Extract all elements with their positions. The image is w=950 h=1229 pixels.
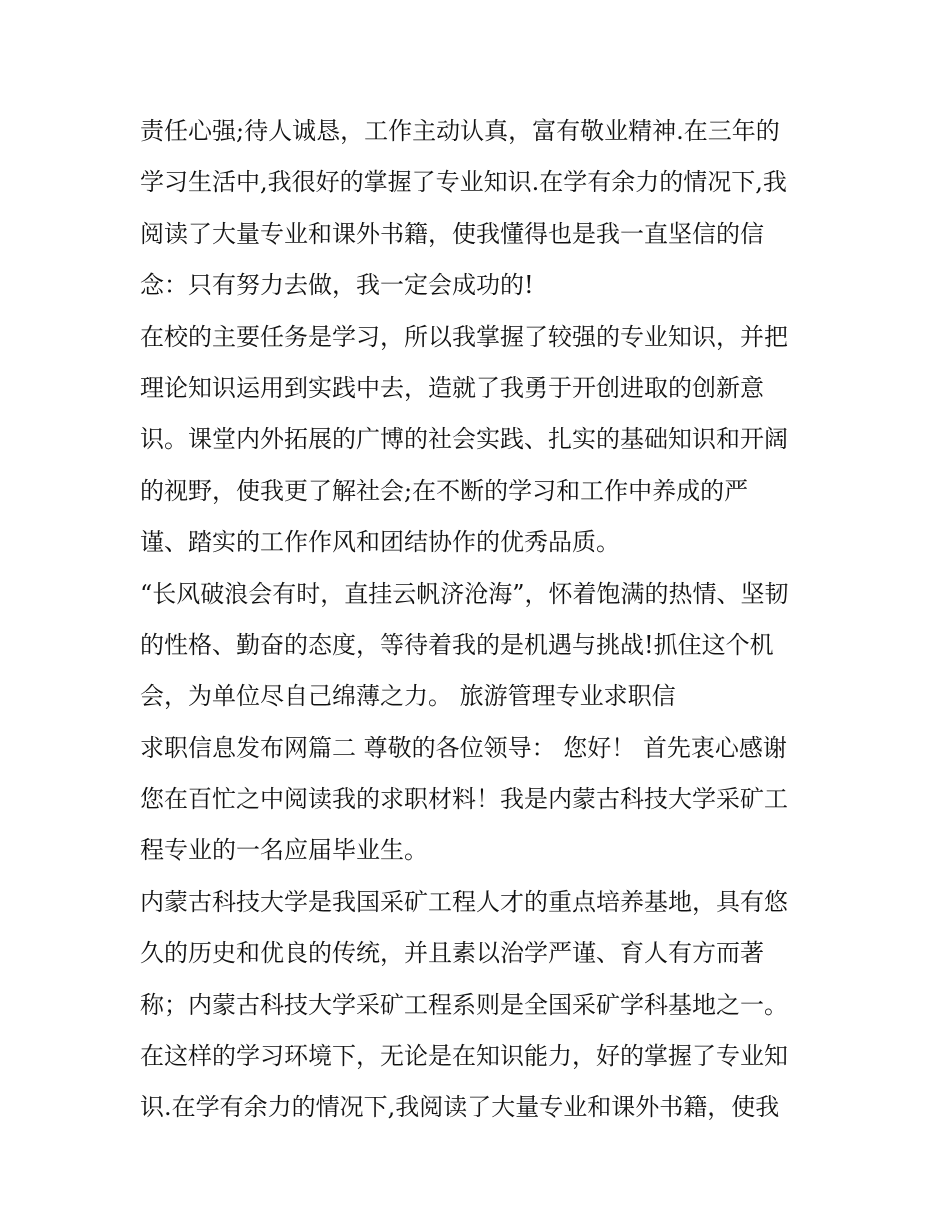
- text-line: 您在百忙之中阅读我的求职材料！我是内蒙古科技大学采矿工: [140, 785, 788, 814]
- text-line: 内蒙古科技大学是我国采矿工程人才的重点培养基地，具有悠: [140, 887, 788, 916]
- text-line: 的性格、勤奋的态度，等待着我的是机遇与挑战!抓住这个机: [140, 630, 774, 659]
- text-line: 谨、踏实的工作作风和团结协作的优秀品质。: [140, 528, 620, 557]
- text-line: 在这样的学习环境下，无论是在知识能力，好的掌握了专业知: [140, 1042, 788, 1071]
- text-line: 久的历史和优良的传统，并且素以治学严谨、育人有方而著: [140, 939, 764, 968]
- document-body: [140, 106, 830, 1134]
- text-line: 学习生活中,我很好的掌握了专业知识.在学有余力的情况下,我: [140, 168, 787, 197]
- text-line: 程专业的一名应届毕业生。: [140, 836, 428, 865]
- text-line: 识。课堂内外拓展的广博的社会实践、扎实的基础知识和开阔: [140, 425, 788, 454]
- text-line: 念：只有努力去做，我一定会成功的!: [140, 271, 534, 300]
- text-line: 识.在学有余力的情况下,我阅读了大量专业和课外书籍，使我: [140, 1093, 780, 1122]
- text-line: 称；内蒙古科技大学采矿工程系则是全国采矿学科基地之一。: [140, 990, 788, 1019]
- text-line: 在校的主要任务是学习，所以我掌握了较强的专业知识，并把: [140, 322, 788, 351]
- text-line: 阅读了大量专业和课外书籍，使我懂得也是我一直坚信的信: [140, 219, 764, 248]
- text-line: 求职信息发布网篇二 尊敬的各位领导： 您好！ 首先衷心感谢: [140, 733, 787, 762]
- text-line: 会，为单位尽自己绵薄之力。 旅游管理专业求职信: [140, 682, 676, 711]
- text-line: 理论知识运用到实践中去，造就了我勇于开创进取的创新意: [140, 373, 764, 402]
- text-line: 的视野，使我更了解社会;在不断的学习和工作中养成的严: [140, 476, 749, 505]
- text-line: “长风破浪会有时，直挂云帆济沧海”，怀着饱满的热情、坚韧: [140, 579, 789, 608]
- text-line: 责任心强;待人诚恳，工作主动认真，富有敬业精神.在三年的: [140, 117, 780, 145]
